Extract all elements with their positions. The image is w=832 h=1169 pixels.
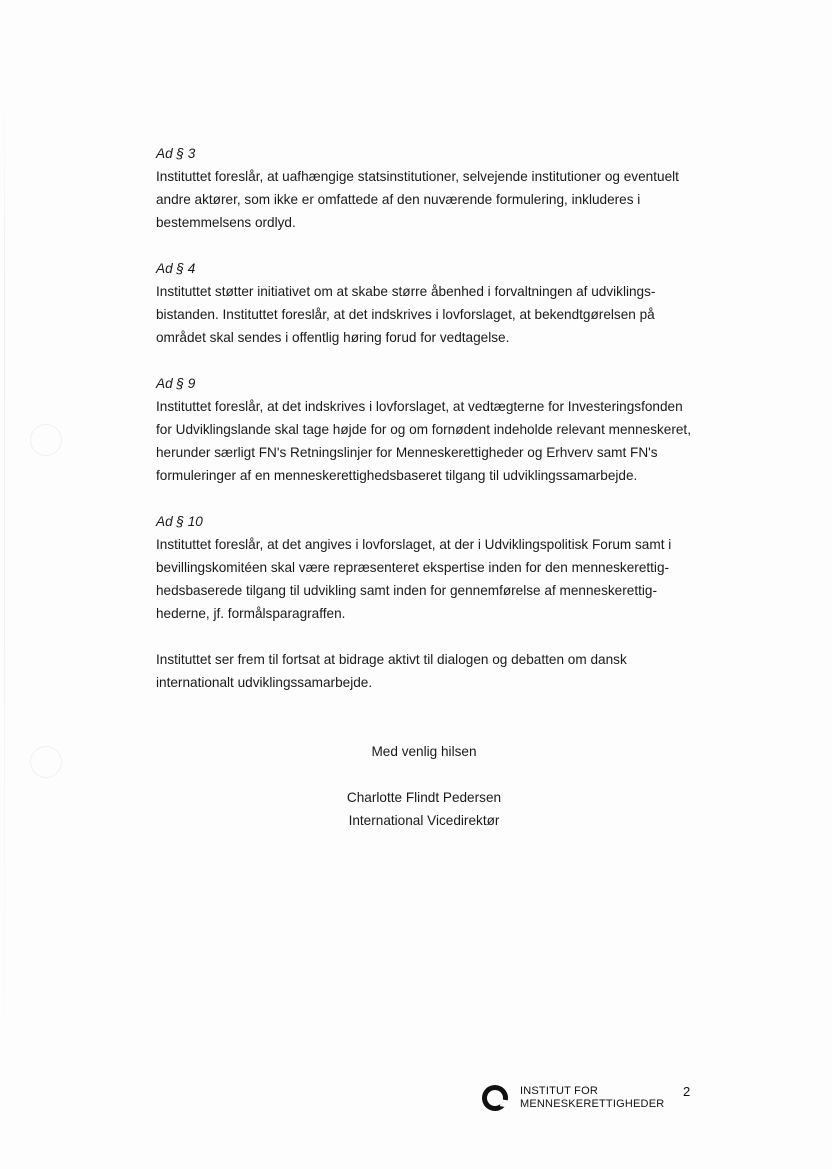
logo-line-2: MENNESKERETTIGHEDER: [520, 1098, 665, 1110]
paragraph-line: bistanden. Instituttet foreslår, at det indskrives i lovforslaget, at bekendtgørelsen på: [156, 307, 655, 322]
paragraph-line: Instituttet foreslår, at uafhængige statsinstitutioner, selvejende institutioner og eventuelt: [156, 169, 679, 184]
paragraph-line: området skal sendes i offentlig høring forud for vedtagelse.: [156, 330, 510, 345]
letter-body: [156, 142, 716, 717]
paragraph-line: internationalt udviklingssamarbejde.: [156, 675, 373, 690]
greeting-block: [8, 740, 832, 763]
section-ad-4: [156, 257, 716, 349]
section-heading: Ad § 9: [156, 376, 196, 391]
signature-name: Charlotte Flindt Pedersen: [346, 790, 502, 805]
logo-wordmark: [520, 1085, 664, 1111]
section-ad-10: [156, 510, 716, 625]
paragraph-line: bestemmelsens ordlyd.: [156, 215, 296, 230]
signature-title: International Vicedirektør: [348, 813, 500, 828]
closing-paragraph: [156, 648, 716, 694]
section-ad-3: [156, 142, 716, 234]
paragraph-line: Instituttet foreslår, at det indskrives i lovforslaget, at vedtægterne for Investeringsfonden: [156, 399, 683, 414]
greeting: Med venlig hilsen: [371, 744, 477, 759]
paragraph-line: hedsbaserede tilgang til udvikling samt inden for gennemførelse af menneskerettig-: [156, 583, 657, 598]
paragraph-line: Instituttet foreslår, at det angives i lovforslaget, at der i Udviklingspolitisk Forum samt i: [156, 537, 672, 552]
section-heading: Ad § 3: [156, 146, 196, 161]
section-heading: Ad § 10: [156, 514, 203, 529]
scan-edge: [4, 90, 5, 1090]
paragraph-line: Instituttet ser frem til fortsat at bidrage aktivt til dialogen og debatten om dansk: [156, 652, 627, 667]
paragraph-line: hederne, jf. formålsparagraffen.: [156, 606, 346, 621]
institute-logo: [482, 1085, 664, 1111]
paragraph-line: andre aktører, som ikke er omfattede af den nuværende formulering, inkluderes i: [156, 192, 641, 207]
section-ad-9: [156, 372, 716, 487]
paragraph-line: for Udviklingslande skal tage højde for og om fornødent indeholde relevant menneskeret,: [156, 422, 691, 437]
logo-line-1: INSTITUT FOR: [520, 1085, 598, 1097]
paragraph-line: formuleringer af en menneskerettighedsbaseret tilgang til udviklingssamarbejde.: [156, 468, 638, 483]
paragraph-line: bevillingskomitéen skal være repræsenteret ekspertise inden for den menneskerettig-: [156, 560, 670, 575]
punch-hole-mark: [30, 424, 62, 456]
paragraph-line: Instituttet støtter initiativet om at skabe større åbenhed i forvaltningen af udviklings-: [156, 284, 656, 299]
section-heading: Ad § 4: [156, 261, 196, 276]
institute-ring-logo-icon: [478, 1081, 511, 1114]
signature-block: [8, 786, 832, 832]
page-number: 2: [683, 1084, 691, 1099]
paragraph-line: herunder særligt FN's Retningslinjer for Menneskerettigheder og Erhverv samt FN's: [156, 445, 658, 460]
